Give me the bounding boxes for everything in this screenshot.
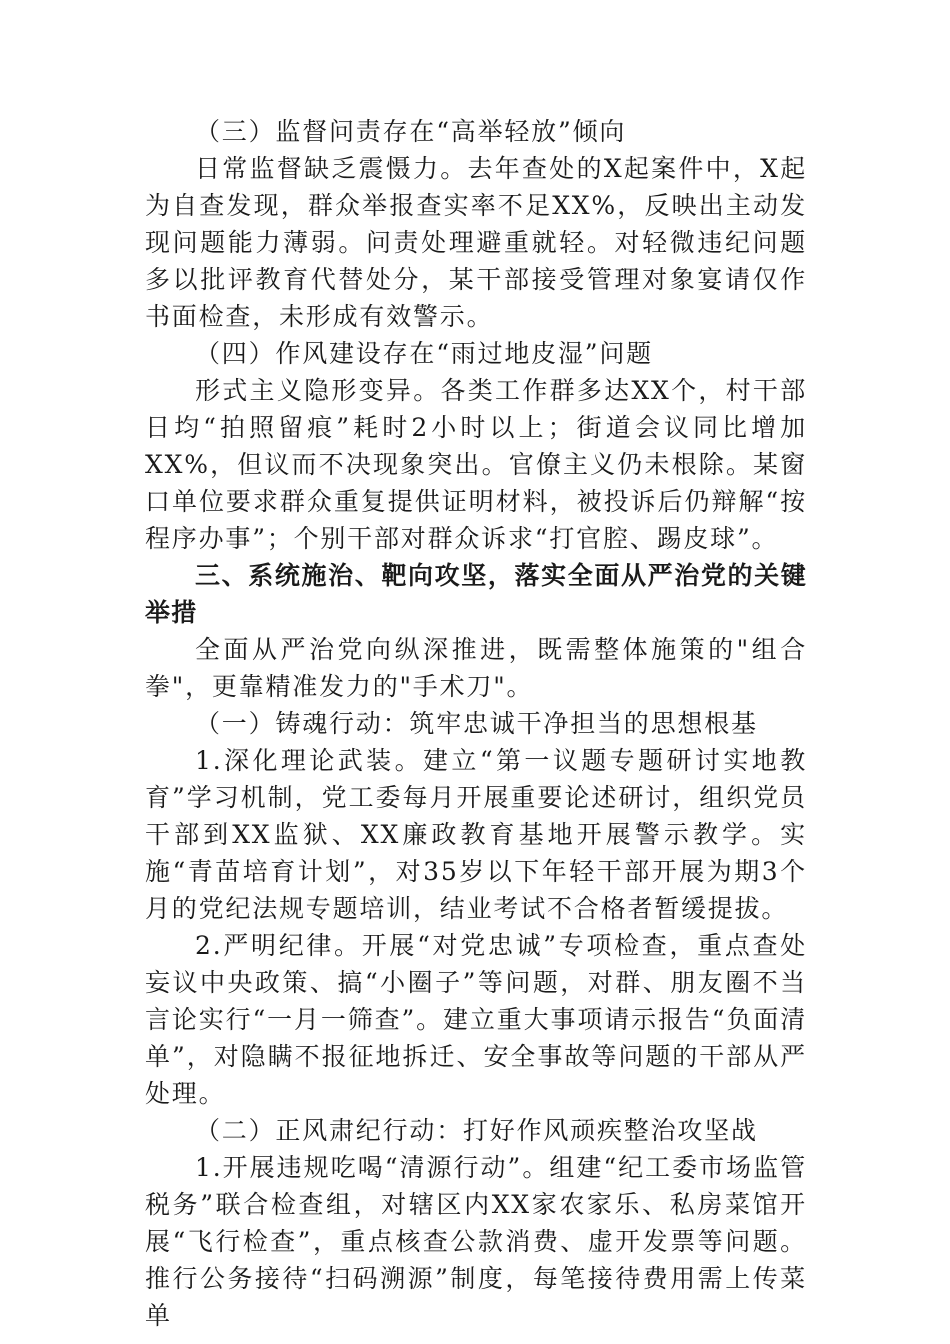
subheading-2: （二）正风肃纪行动：打好作风顽疾整治攻坚战 xyxy=(195,1116,758,1145)
paragraph-theory: 1.深化理论武装。建立“第一议题专题研讨实地教育”学习机制，党工委每月开展重要论述研讨，组织党员干部到XX监狱、XX廉政教育基地开展警示教学。实施“青苗培育计划”，对35岁以下年轻干部开展为期3个月的党纪法规专题培训，结业考试不合格者暂缓提拔。 xyxy=(145,746,807,923)
subheading-3: （三）监督问责存在“高举轻放”倾向 xyxy=(195,117,627,146)
paragraph-section-intro: 全面从严治党向纵深推进，既需整体施策的"组合拳"，更靠精准发力的"手术刀"。 xyxy=(145,635,807,701)
document-body xyxy=(145,113,807,1334)
subheading-1: （一）铸魂行动：筑牢忠诚干净担当的思想根基 xyxy=(195,709,758,738)
section-heading-3: 三、系统施治、靶向攻坚，落实全面从严治党的关键举措 xyxy=(145,561,807,627)
subheading-4: （四）作风建设存在“雨过地皮湿”问题 xyxy=(195,339,653,368)
paragraph-formalism: 形式主义隐形变异。各类工作群多达XX个，村干部日均“拍照留痕”耗时2小时以上；街道会议同比增加XX%，但议而不决现象突出。官僚主义仍未根除。某窗口单位要求群众重复提供证明材料，被投诉后仍辩解“按程序办事”；个别干部对群众诉求“打官腔、踢皮球”。 xyxy=(145,376,807,553)
paragraph-supervision: 日常监督缺乏震慑力。去年查处的X起案件中，X起为自查发现，群众举报查实率不足XX%，反映出主动发现问题能力薄弱。问责处理避重就轻。对轻微违纪问题多以批评教育代替处分，某干部接受管理对象宴请仅作书面检查，未形成有效警示。 xyxy=(145,154,807,331)
paragraph-dining: 1.开展违规吃喝“清源行动”。组建“纪工委市场监管税务”联合检查组，对辖区内XX家农家乐、私房菜馆开展“飞行检查”，重点核查公款消费、虚开发票等问题。推行公务接待“扫码溯源”制度，每笔接待费用需上传菜单 xyxy=(145,1153,807,1330)
paragraph-discipline: 2.严明纪律。开展“对党忠诚”专项检查，重点查处妄议中央政策、搞“小圈子”等问题，对群、朋友圈不当言论实行“一月一筛查”。建立重大事项请示报告“负面清单”，对隐瞒不报征地拆迁、安全事故等问题的干部从严处理。 xyxy=(145,931,807,1108)
